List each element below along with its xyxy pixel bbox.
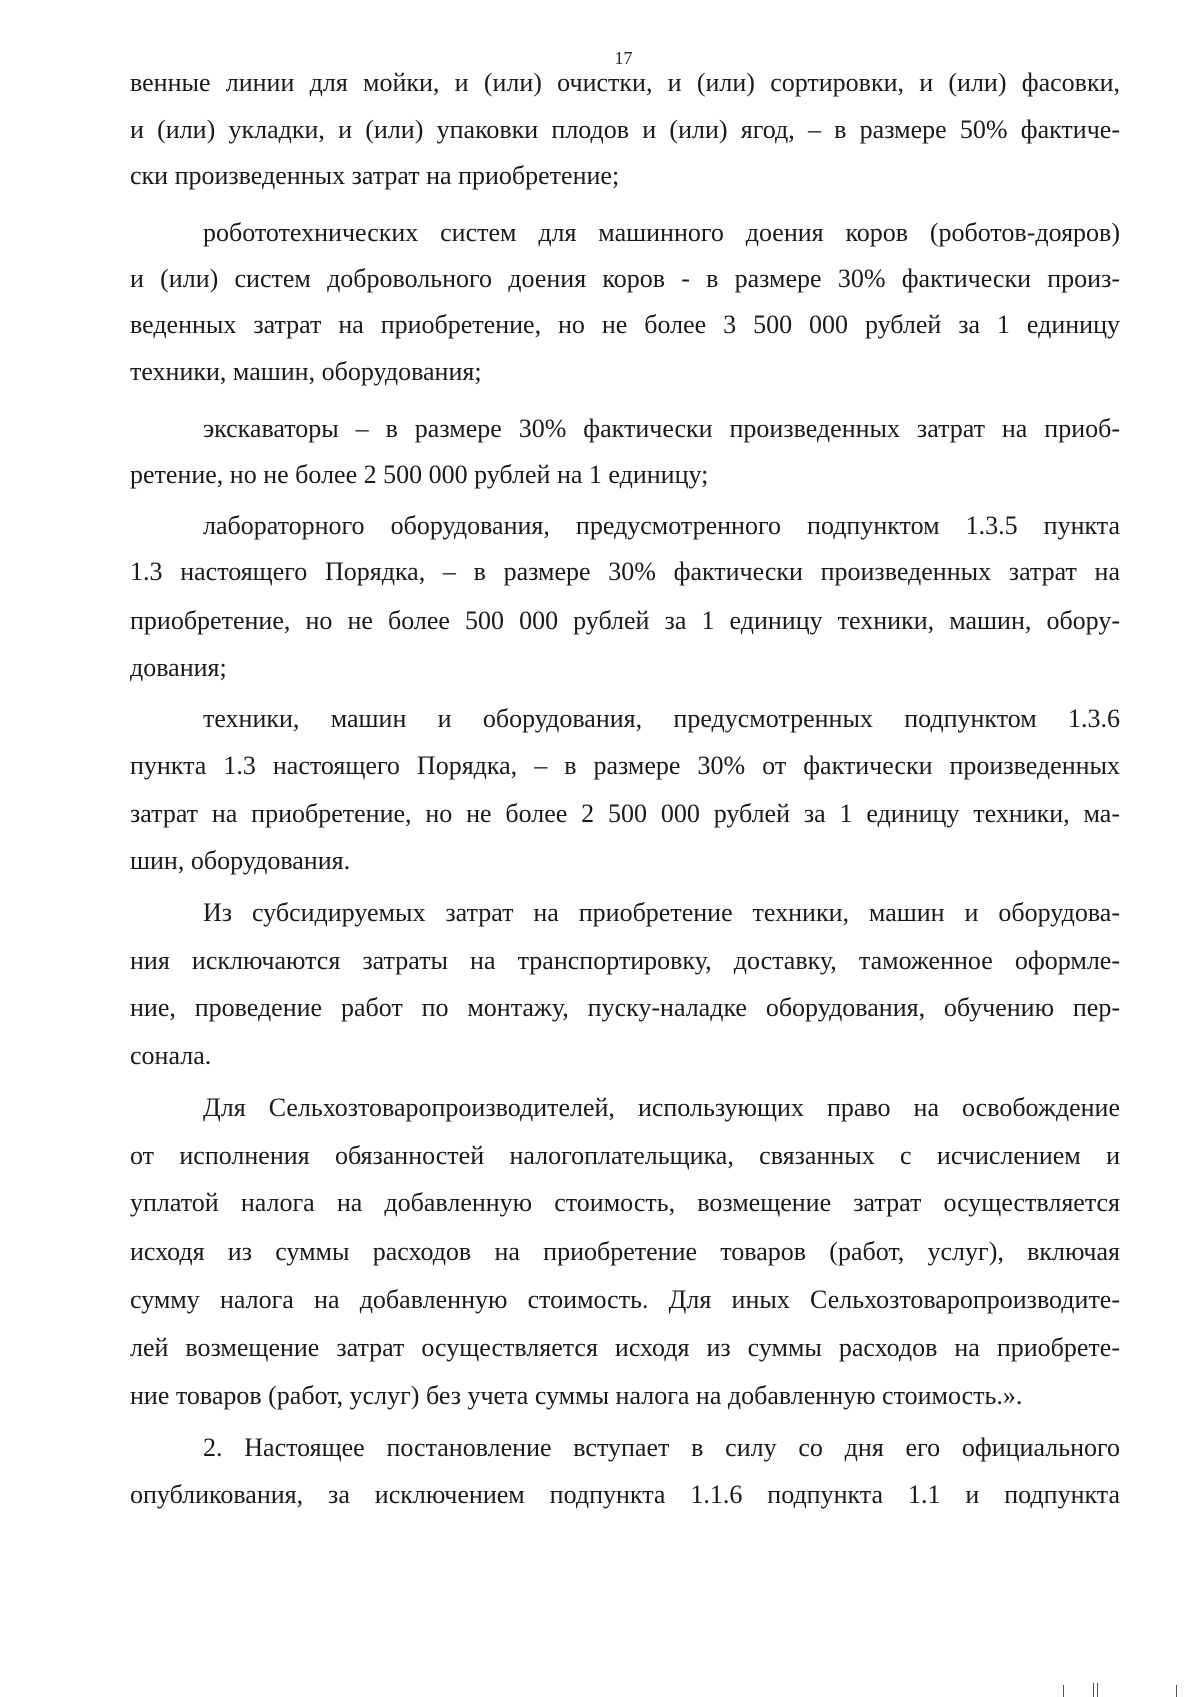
text-line: ски произведенных затрат на приобретение; bbox=[130, 161, 620, 190]
text-line: сонала. bbox=[130, 1041, 212, 1070]
text-line: шин, оборудования. bbox=[130, 846, 351, 875]
text-line: и (или) укладки, и (или) упаковки плодов и (или) ягод, – в размере 50% фактиче- bbox=[130, 115, 1120, 144]
text-line: приобретение, но не более 500 000 рублей за 1 единицу техники, машин, обору- bbox=[130, 606, 1120, 635]
paragraph-start-line: лабораторного оборудования, предусмотренного подпунктом 1.3.5 пункта bbox=[203, 511, 1120, 540]
paragraph-start-line: робототехнических систем для машинного доения коров (роботов-дояров) bbox=[203, 218, 1120, 247]
text-line: ния исключаются затраты на транспортировку, доставку, таможенное оформле- bbox=[130, 946, 1120, 975]
scan-artifact bbox=[1176, 1685, 1177, 1697]
text-line: ретение, но не более 2 500 000 рублей на 1 единицу; bbox=[130, 460, 709, 489]
text-line: затрат на приобретение, но не более 2 500 000 рублей за 1 единицу техники, ма- bbox=[130, 799, 1120, 828]
page-number: 17 bbox=[614, 48, 633, 68]
text-line: 1.3 настоящего Порядка, – в размере 30% фактически произведенных затрат на bbox=[130, 557, 1120, 586]
text-line: венные линии для мойки, и (или) очистки, и (или) сортировки, и (или) фасовки, bbox=[130, 68, 1120, 97]
text-line: веденных затрат на приобретение, но не более 3 500 000 рублей за 1 единицу bbox=[130, 310, 1120, 339]
text-line: уплатой налога на добавленную стоимость, возмещение затрат осуществляется bbox=[130, 1188, 1120, 1217]
paragraph-start-line: Из субсидируемых затрат на приобретение техники, машин и оборудова- bbox=[203, 898, 1120, 927]
text-line: опубликования, за исключением подпункта 1.1.6 подпункта 1.1 и подпункта bbox=[130, 1480, 1120, 1509]
text-line: от исполнения обязанностей налогоплательщика, связанных с исчислением и bbox=[130, 1141, 1120, 1170]
text-line: пункта 1.3 настоящего Порядка, – в размере 30% от фактически произведенных bbox=[130, 751, 1120, 780]
text-line: и (или) систем добровольного доения коров - в размере 30% фактически произ- bbox=[130, 264, 1120, 293]
paragraph-start-line: техники, машин и оборудования, предусмотренных подпунктом 1.3.6 bbox=[203, 704, 1120, 733]
paragraph-start-line: экскаваторы – в размере 30% фактически произведенных затрат на приоб- bbox=[203, 414, 1120, 443]
paragraph-start-line: 2. Настоящее постановление вступает в силу со дня его официального bbox=[203, 1433, 1120, 1462]
text-line: техники, машин, оборудования; bbox=[130, 357, 482, 386]
text-line: дования; bbox=[130, 653, 227, 682]
text-line: исходя из суммы расходов на приобретение товаров (работ, услуг), включая bbox=[130, 1237, 1120, 1266]
scan-artifact bbox=[1093, 1683, 1094, 1697]
scan-artifact bbox=[1097, 1683, 1098, 1697]
text-line: лей возмещение затрат осуществляется исходя из суммы расходов на приобрете- bbox=[130, 1333, 1120, 1362]
text-line: ние товаров (работ, услуг) без учета суммы налога на добавленную стоимость.». bbox=[130, 1381, 1023, 1410]
text-line: ние, проведение работ по монтажу, пуску-наладке оборудования, обучению пер- bbox=[130, 993, 1120, 1022]
paragraph-start-line: Для Сельхозтоваропроизводителей, использующих право на освобождение bbox=[203, 1093, 1120, 1122]
text-line: сумму налога на добавленную стоимость. Для иных Сельхозтоваропроизводите- bbox=[130, 1285, 1120, 1314]
scan-artifact bbox=[1063, 1685, 1064, 1697]
